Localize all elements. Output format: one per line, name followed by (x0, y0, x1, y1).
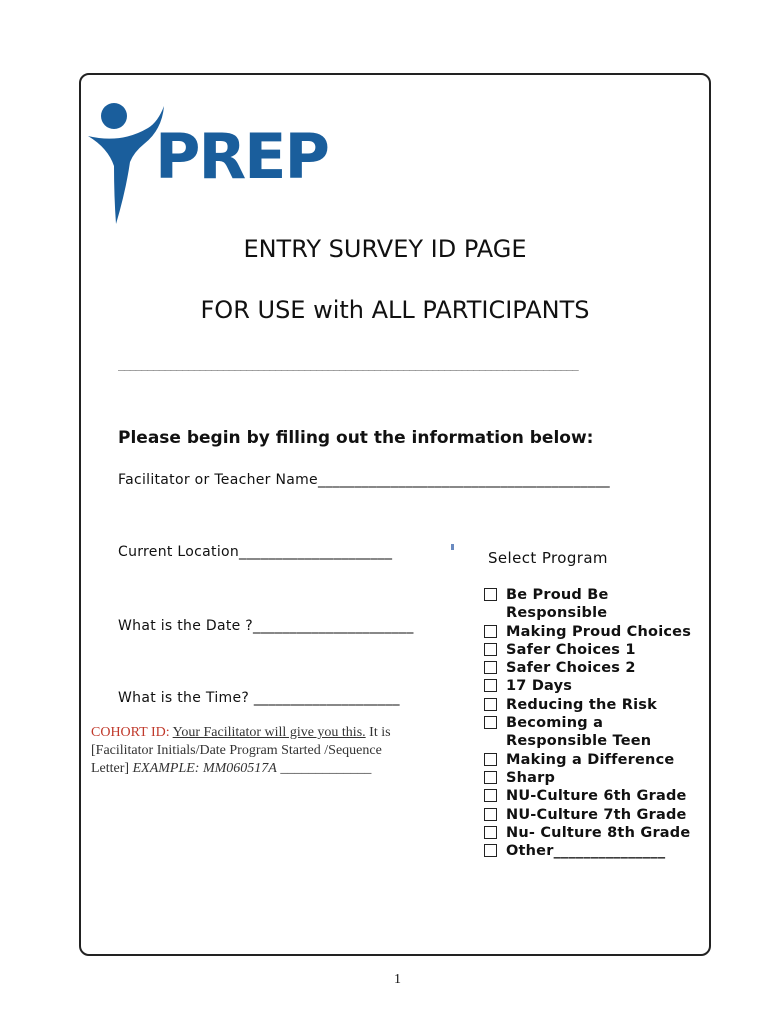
date-field[interactable]: What is the Date ?______________________ (118, 618, 414, 634)
cohort-instruction: Your Facilitator will give you this. (172, 725, 366, 740)
cohort-example: EXAMPLE: MM060517A (132, 761, 277, 776)
program-option[interactable] (484, 824, 704, 842)
program-option[interactable] (484, 751, 704, 769)
program-option[interactable] (484, 696, 704, 714)
cohort-format: It is [Facilitator Initials/Date Program Started /Sequence Letter] (91, 725, 391, 776)
program-option[interactable] (484, 659, 704, 677)
program-label: Safer Choices 2 (506, 660, 636, 677)
program-option[interactable] (484, 641, 704, 659)
checkbox[interactable] (484, 588, 497, 601)
marker-dot (451, 544, 454, 550)
program-label: Sharp (506, 769, 556, 786)
program-option[interactable] (484, 806, 704, 824)
program-checklist (484, 586, 704, 860)
checkbox[interactable] (484, 643, 497, 656)
checkbox[interactable] (484, 661, 497, 674)
program-option[interactable] (484, 677, 704, 695)
program-label: NU-Culture 6th Grade (506, 788, 687, 805)
program-label: Reducing the Risk (506, 696, 657, 713)
checkbox[interactable] (484, 698, 497, 711)
checkbox[interactable] (484, 789, 497, 802)
cohort-id-blank[interactable]: _____________ (280, 761, 372, 776)
program-label: 17 Days (506, 678, 573, 695)
program-label: Be Proud Be Responsible (506, 587, 609, 622)
select-program-title: Select Program (488, 549, 608, 567)
time-field[interactable]: What is the Time? ____________________ (118, 690, 400, 706)
program-option[interactable] (484, 714, 704, 751)
current-location-field[interactable]: Current Location_____________________ (118, 544, 393, 560)
program-option[interactable] (484, 769, 704, 787)
program-option[interactable] (484, 623, 704, 641)
program-label: Safer Choices 1 (506, 641, 636, 658)
program-label: Other_______________ (506, 843, 666, 860)
page-title: ENTRY SURVEY ID PAGE (243, 235, 527, 263)
checkbox[interactable] (484, 771, 497, 784)
program-label: Becoming a Responsible Teen (506, 715, 652, 750)
checkbox[interactable] (484, 753, 497, 766)
checkbox[interactable] (484, 716, 497, 729)
program-label: Making Proud Choices (506, 623, 692, 640)
cohort-id-block[interactable] (91, 724, 421, 778)
program-label: NU-Culture 7th Grade (506, 806, 687, 823)
divider-line: _______________________________________________________________________________ (118, 358, 578, 371)
checkbox[interactable] (484, 826, 497, 839)
program-option[interactable] (484, 787, 704, 805)
program-label: Nu- Culture 8th Grade (506, 824, 691, 841)
checkbox[interactable] (484, 808, 497, 821)
cohort-id-label: COHORT ID: (91, 725, 170, 740)
program-option[interactable] (484, 842, 704, 860)
checkbox[interactable] (484, 625, 497, 638)
checkbox[interactable] (484, 679, 497, 692)
checkbox[interactable] (484, 844, 497, 857)
facilitator-name-field[interactable]: Facilitator or Teacher Name________________________________________ (118, 472, 610, 488)
program-label: Making a Difference (506, 751, 675, 768)
program-option[interactable] (484, 586, 704, 623)
instructions-heading: Please begin by filling out the information below: (118, 428, 594, 448)
page-number: 1 (394, 972, 401, 987)
page-subtitle: FOR USE with ALL PARTICIPANTS (200, 296, 590, 324)
logo-text: PREP (155, 120, 328, 193)
